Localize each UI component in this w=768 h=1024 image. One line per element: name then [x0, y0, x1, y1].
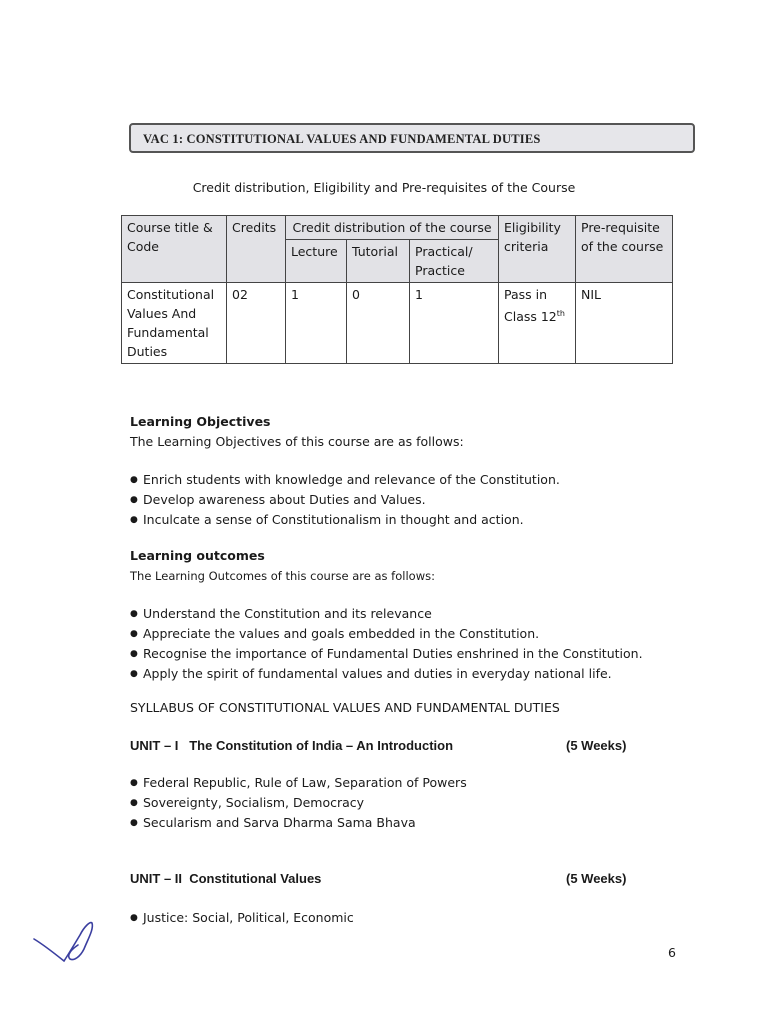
cell-practical: 1: [410, 283, 499, 364]
list-item: ● Federal Republic, Rule of Law, Separation of Powers: [130, 773, 467, 793]
objectives-heading: Learning Objectives: [130, 414, 271, 429]
syllabus-heading: SYLLABUS OF CONSTITUTIONAL VALUES AND FUNDAMENTAL DUTIES: [130, 700, 560, 715]
list-item: ● Develop awareness about Duties and Values.: [130, 490, 560, 510]
header-distribution: Credit distribution of the course: [286, 216, 499, 240]
objectives-intro: The Learning Objectives of this course are as follows:: [130, 434, 464, 449]
page-number: 6: [668, 945, 676, 960]
header-eligibility: Eligibility criteria: [499, 216, 576, 283]
unit-2-title: UNIT – II Constitutional Values: [130, 871, 322, 886]
list-item: ● Recognise the importance of Fundamental Duties enshrined in the Constitution.: [130, 644, 643, 664]
cell-course: Constitutional Values And Fundamental Duties: [122, 283, 227, 364]
unit-1-title: UNIT – I The Constitution of India – An Introduction: [130, 738, 454, 753]
list-item: ● Justice: Social, Political, Economic: [130, 908, 354, 928]
cell-credits: 02: [227, 283, 286, 364]
signature-mark: [30, 915, 100, 975]
course-title-box: [129, 123, 695, 153]
outcomes-intro: The Learning Outcomes of this course are as follows:: [130, 569, 435, 583]
learning-objectives-section: [130, 412, 560, 530]
list-item: ● Inculcate a sense of Constitutionalism in thought and action.: [130, 510, 560, 530]
header-practical: Practical/ Practice: [410, 240, 499, 283]
list-item: ● Enrich students with knowledge and relevance of the Constitution.: [130, 470, 560, 490]
header-prereq: Pre-requisite of the course: [576, 216, 673, 283]
list-item: ● Secularism and Sarva Dharma Sama Bhava: [130, 813, 467, 833]
learning-outcomes-section: [130, 546, 643, 684]
header-lecture: Lecture: [286, 240, 347, 283]
cell-lecture: 1: [286, 283, 347, 364]
list-item: ● Understand the Constitution and its relevance: [130, 604, 643, 624]
unit-1-topics: [130, 773, 467, 833]
course-title: VAC 1: CONSTITUTIONAL VALUES AND FUNDAMENTAL DUTIES: [143, 132, 541, 146]
eligibility-sup: th: [556, 309, 565, 318]
list-item: ● Sovereignty, Socialism, Democracy: [130, 793, 467, 813]
list-item: ● Apply the spirit of fundamental values and duties in everyday national life.: [130, 664, 643, 684]
cell-eligibility: [499, 283, 576, 364]
cell-prereq: NIL: [576, 283, 673, 364]
header-tutorial: Tutorial: [347, 240, 410, 283]
list-item: ● Appreciate the values and goals embedded in the Constitution.: [130, 624, 643, 644]
table-caption: Credit distribution, Eligibility and Pre-requisites of the Course: [192, 180, 576, 195]
unit-1-weeks: (5 Weeks): [566, 738, 627, 753]
unit-2-topics: [130, 908, 354, 928]
credit-table: [121, 215, 673, 364]
unit-2-weeks: (5 Weeks): [566, 871, 627, 886]
header-course: Course title & Code: [122, 216, 227, 283]
outcomes-heading: Learning outcomes: [130, 548, 265, 563]
table-row: [122, 283, 673, 364]
eligibility-text: Pass in Class 12: [504, 287, 557, 325]
header-credits: Credits: [227, 216, 286, 283]
cell-tutorial: 0: [347, 283, 410, 364]
